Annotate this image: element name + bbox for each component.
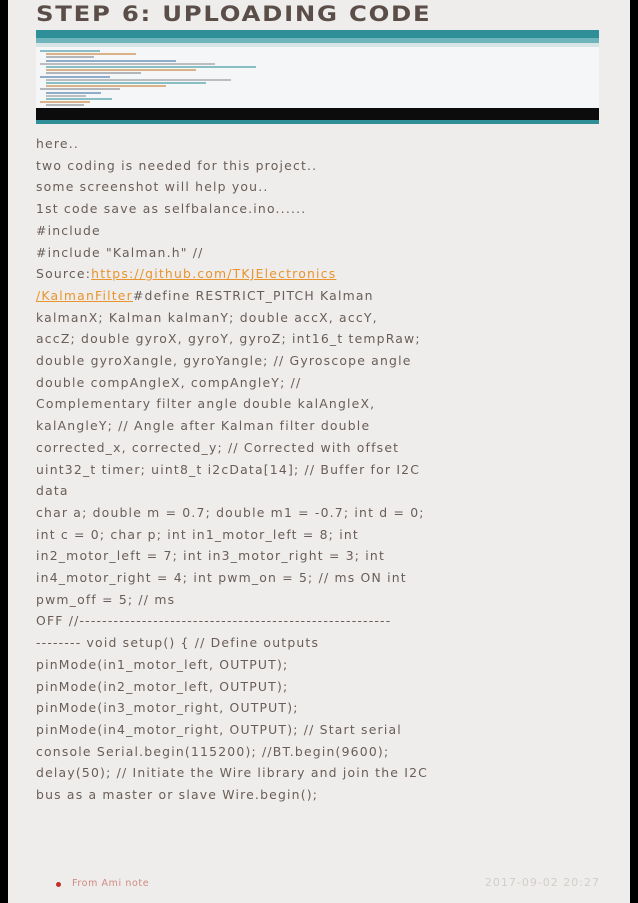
ide-code-line xyxy=(46,69,196,71)
ide-code-line xyxy=(46,82,206,84)
ide-code-line xyxy=(40,50,100,52)
text-line: some screenshot will help you.. xyxy=(36,179,269,195)
source-label: Source: xyxy=(36,266,92,282)
text-line: in2_motor_left = 7; int in3_motor_right = 3; int xyxy=(36,548,386,564)
note-body xyxy=(36,133,610,806)
text-line: pwm_off = 5; // ms xyxy=(36,591,176,607)
text-line: OFF //------------------------------------------------------- xyxy=(36,613,392,629)
text-line-source xyxy=(36,263,610,285)
text-line: delay(50); // Initiate the Wire library and join the I2C xyxy=(36,765,429,781)
ide-code-line xyxy=(46,66,256,68)
arduino-ide-screenshot[interactable] xyxy=(36,30,599,124)
text-line: in4_motor_right = 4; int pwm_on = 5; // ms ON int xyxy=(36,570,407,586)
text-line: int c = 0; char p; int in1_motor_left = 8; int xyxy=(36,526,359,542)
step-title: STEP 6: UPLOADING CODE xyxy=(36,2,432,26)
ide-console xyxy=(36,108,599,120)
text-line: kalAngleY; // Angle after Kalman filter double xyxy=(36,418,371,434)
text-line: pinMode(in1_motor_left, OUTPUT); xyxy=(36,656,289,672)
text-line: accZ; double gyroX, gyroY, gyroZ; int16_t tempRaw; xyxy=(36,331,421,347)
text-line: uint32_t timer; uint8_t i2cData[14]; // Buffer for I2C xyxy=(36,461,421,477)
ide-code-line xyxy=(40,76,110,78)
source-dot-icon xyxy=(56,882,61,887)
text-line: data xyxy=(36,483,69,499)
text-line: pinMode(in3_motor_right, OUTPUT); xyxy=(36,700,299,716)
footer-source[interactable]: From Ami note xyxy=(72,878,150,889)
text-line: corrected_x, corrected_y; // Corrected with offset xyxy=(36,439,400,455)
text-line: two coding is needed for this project.. xyxy=(36,157,318,173)
ide-code-line xyxy=(46,104,84,106)
ide-status-bar xyxy=(36,120,599,124)
text-line: bus as a master or slave Wire.begin(); xyxy=(36,787,319,803)
text-line: #include "Kalman.h" // xyxy=(36,244,204,260)
ide-code-line xyxy=(46,92,101,94)
ide-code-line xyxy=(46,85,166,87)
ide-code-line xyxy=(46,53,136,55)
text-line: double compAngleX, compAngleY; // xyxy=(36,374,302,390)
ide-code-line xyxy=(40,88,120,90)
text-line: kalmanX; Kalman kalmanY; double accX, accY, xyxy=(36,309,378,325)
text-line: #include xyxy=(36,222,101,238)
define-text: #define RESTRICT_PITCH Kalman xyxy=(132,287,374,303)
ide-code-line xyxy=(46,95,86,97)
text-line-link-continued xyxy=(36,285,610,307)
ide-code-line xyxy=(46,72,141,74)
ide-code-line xyxy=(46,98,112,100)
ide-code-line xyxy=(40,63,215,65)
text-line: pinMode(in2_motor_left, OUTPUT); xyxy=(36,678,289,694)
github-link-part2[interactable]: /KalmanFilter xyxy=(36,287,133,303)
text-line: here.. xyxy=(36,136,79,151)
text-line: 1st code save as selfbalance.ino...... xyxy=(36,201,307,217)
github-link-part1[interactable]: https://github.com/TKJElectronics xyxy=(91,266,337,282)
ide-code-area xyxy=(40,50,595,108)
text-line: char a; double m = 0.7; double m1 = -0.7; int d = 0; xyxy=(36,504,425,520)
text-line: -------- void setup() { // Define outputs xyxy=(36,635,320,651)
ide-code-line xyxy=(46,60,176,62)
ide-tab-bar xyxy=(36,43,599,47)
ide-code-line xyxy=(40,101,90,103)
footer-date: 2017-09-02 20:27 xyxy=(484,876,600,889)
ide-code-line xyxy=(46,79,231,81)
ide-code-line xyxy=(46,56,94,58)
ide-title-bar xyxy=(36,30,599,38)
text-line: double gyroXangle, gyroYangle; // Gyroscope angle xyxy=(36,353,412,369)
text-line: pinMode(in4_motor_right, OUTPUT); // Start serial xyxy=(36,721,402,737)
text-line: Complementary filter angle double kalAngleX, xyxy=(36,396,376,412)
text-line: console Serial.begin(115200); //BT.begin(9600); xyxy=(36,743,390,759)
note-page xyxy=(8,0,630,903)
